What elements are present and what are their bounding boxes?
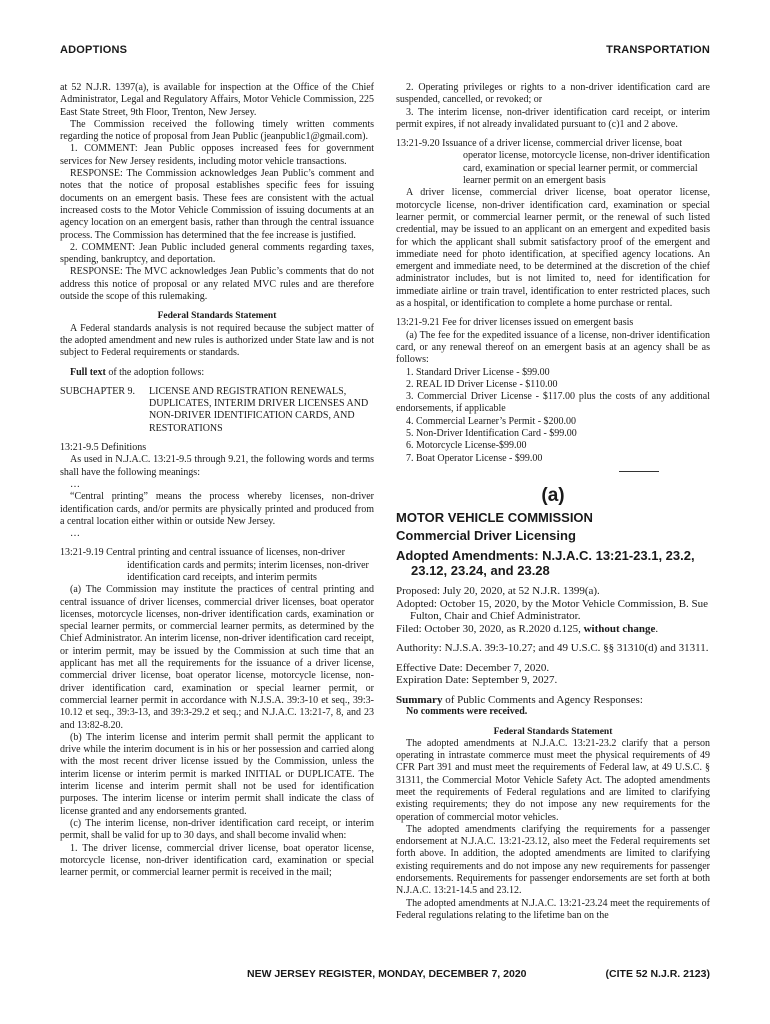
fee-item: 6. Motorcycle License-$99.00 [406, 440, 527, 452]
subchapter-title: LICENSE AND REGISTRATION RENEWALS, DUPLICATES, INTERIM DRIVER LICENSES AND NON-DRIVER IDENTIFICATION CARDS, AND RESTORATIONS [149, 385, 369, 434]
section-9-20-text: A driver license, commercial driver license, boat operator license, motorcycle license, non-driver identification card, examination or special learner permit, or commercial learner permit, or the renewal of such listed credential, may be issued to an applicant on an emergent and expedited basis for which the applicant shall submit satisfactory proof of the emergent and immediate need for photo identification, at specified agency locations. An emergent and immediate need, to be determined at the discretion of the chief administrator includes, but is not limited to, need for identification for immediate airline or train travel, identification to enter restricted places, such as a hospital, or identification to complete a home purchase or rental. [396, 187, 710, 310]
paragraph: at 52 N.J.R. 1397(a), is available for inspection at the Office of the Chief Administrator, Legal and Regulatory Affairs, Motor Vehicle Commission, 225 East State Street, 9th Floor, Trenton, New Jersey. [60, 82, 374, 118]
federal-standards-p2: The adopted amendments clarifying the requirements for a passenger endorsement at N.J.A.C. 13:21-23.12, also meet the Federal requirements set forth above. In addition, the adopted amendments are limited to clarifying existing requirements and do not impose any new requirements for passenger endorsements. Requirements for passenger endorsements are set forth at both N.J.A.C. 13:21-14.5 and 23.12. [396, 823, 710, 897]
response-2: RESPONSE: The MVC acknowledges Jean Public’s comments that do not address this notice of proposal or any related MVC rules and are therefore outside the scope of this rulemaking. [60, 266, 374, 303]
footer-cite: (CITE 52 N.J.R. 2123) [605, 968, 710, 980]
ellipsis: … [70, 478, 80, 490]
left-column [60, 82, 374, 879]
summary-heading [396, 694, 710, 707]
summary-rest: of Public Comments and Agency Responses: [442, 693, 643, 706]
fee-item: 3. Commercial Driver License - $117.00 plus the costs of any additional endorsements, if applicable [396, 391, 710, 415]
ellipsis: … [70, 528, 80, 540]
right-column [396, 82, 710, 922]
effective-date: Effective Date: December 7, 2020. [396, 661, 550, 674]
full-text-bold: Full text [70, 366, 106, 378]
subject-title: Commercial Driver Licensing [396, 528, 576, 544]
subchapter-heading [60, 386, 374, 435]
fee-item: 7. Boat Operator License - $99.00 [406, 452, 543, 464]
adopted-amendments-title: Adopted Amendments: N.J.A.C. 13:21-23.1, 23.2, 23.12, 23.24, and 23.28 [396, 548, 695, 579]
footer-register: NEW JERSEY REGISTER, MONDAY, DECEMBER 7, 2020 [247, 968, 527, 980]
filed-post: . [655, 622, 659, 635]
section-heading-9-20: 13:21-9.20 Issuance of a driver license, commercial driver license, boat operator license, motorcycle license, non-driver identification card, examination or special learner permit, or commercial learner permit on an emergent basis [396, 138, 710, 187]
fee-item: 2. REAL ID Driver License - $110.00 [406, 378, 558, 390]
comment-2: 2. COMMENT: Jean Public included general comments regarding taxes, spending, bankruptcy, and deportation. [60, 241, 374, 266]
authority-line: Authority: N.J.S.A. 39:3-10.27; and 49 U.S.C. §§ 31310(d) and 31311. [396, 642, 709, 655]
filed-line [396, 623, 710, 636]
item-letter: (a) [541, 484, 565, 506]
no-comments: No comments were received. [406, 706, 528, 718]
summary-bold: Summary [396, 693, 443, 706]
subsection-c-3: 3. The interim license, non-driver identification card receipt, or interim permit expires, if not already invalidated pursuant to (c)1 and 2 above. [396, 106, 710, 130]
subsection-a: (a) The Commission may institute the practices of central printing and central issuance of driver licenses, commercial driver licenses, boat operator licenses, motorcycle licenses, non-driver identification cards, examination or special learner permits, or commercial learner permits, as determined by the Chief Administrator. An interim license, non-driver identification card receipt, or interim permit, may be issued by the Commission at such time that an applicant has met all the requirements for the issuance of a driver license, commercial driver license, boat operator license, motorcycle license, non-driver identification card, examination or special learner permit, or commercial learner permit in accordance with N.J.S.A. 39:3-10 et seq., 39:3-10.12 et seq., 39:3-13, and 39:3-29.2 et seq.; and N.J.A.C. 13:21-7, 8, and 23 and 13:82-8.20. [60, 584, 374, 731]
federal-standards-heading: Federal Standards Statement [493, 726, 613, 737]
response-1: RESPONSE: The Commission acknowledges Jean Public’s comment and notes that the notice of proposal establishes specific fees for issuing documents on an emergent basis. These fees are consistent with the actual increased costs to the Motor Vehicle Commission of issuing documents at an agency location on an emergent basis, rather than through the central issuance process. The Commission has determined that the fee increase is justified. [60, 168, 374, 241]
subsection-c: (c) The interim license, non-driver identification card receipt, or interim permit, shall be valid for up to 30 days, and shall become invalid when: [60, 817, 374, 842]
federal-standards-heading: Federal Standards Statement [157, 311, 277, 322]
fee-item: 1. Standard Driver License - $99.00 [406, 366, 550, 378]
comment-1: 1. COMMENT: Jean Public opposes increased fees for government services for New Jersey residents, including motor vehicle transactions. [60, 143, 374, 167]
federal-standards-p3: The adopted amendments at N.J.A.C. 13:21-23.24 meet the requirements of Federal regulations relating to the lifetime ban on the [396, 897, 710, 921]
subsection-b: (b) The interim license and interim permit shall permit the applicant to drive while the interim document is in his or her possession and carried along with the most recent driver license issued by the Commission, unless the interim license or interim permit is marked INITIAL or DUPLICATE. The interim license and interim permit shall not be used for identification purposes. The interim license or interim permit shall indicate the class of license granted and any endorsements granted. [60, 731, 374, 817]
running-header-left: ADOPTIONS [60, 44, 128, 56]
central-printing-definition: “Central printing” means the process whereby licenses, non-driver identification cards, and/or permits are physically printed and produced from a central location either within or outside New Jersey. [60, 491, 374, 527]
section-9-21-a: (a) The fee for the expedited issuance of a license, non-driver identification card, or any renewal thereof on an emergent basis at an agency shall be as follows: [396, 329, 710, 366]
filed-pre: Filed: October 30, 2020, as R.2020 d.125, [396, 622, 584, 635]
subsection-c-1: 1. The driver license, commercial driver license, boat operator license, motorcycle license, non-driver identification card, examination or special learner permit, or commercial learner permit is received in the mail; [60, 842, 374, 879]
full-text-rest: of the adoption follows: [105, 366, 205, 378]
paragraph: The Commission received the following timely written comments regarding the notice of proposal from Jean Public (jeanpublic1@gmail.com). [60, 118, 374, 143]
federal-standards-p1: The adopted amendments at N.J.A.C. 13:21-23.2 clarify that a person operating in intrastate commerce must meet the physical requirements of 49 CFR Part 391 and must meet the requirements of Federal law, at 49 U.S.C. § 31311, the Commercial Motor Vehicle Safety Act. The adopted amendments meet the requirements of Federal regulations and are limited to clarifying existing requirements; they do not impose any new requirements for the operation of commercial motor vehicles. [396, 737, 710, 823]
filed-bold: without change [583, 622, 656, 635]
proposed-line: Proposed: July 20, 2020, at 52 N.J.R. 1399(a). [396, 585, 600, 598]
agency-name: MOTOR VEHICLE COMMISSION [396, 510, 593, 526]
fee-item: 4. Commercial Learner’s Permit - $200.00 [406, 415, 577, 427]
fee-item: 5. Non-Driver Identification Card - $99.00 [406, 428, 577, 440]
expiration-date: Expiration Date: September 9, 2027. [396, 674, 558, 687]
section-heading-9-5: 13:21-9.5 Definitions [60, 442, 147, 454]
running-header-right: TRANSPORTATION [606, 44, 710, 56]
section-divider [619, 471, 659, 472]
definitions-intro: As used in N.J.A.C. 13:21-9.5 through 9.21, the following words and terms shall have the following meanings: [60, 454, 374, 478]
section-heading-9-19: 13:21-9.19 Central printing and central issuance of licenses, non-driver identification cards and permits; interim licenses, non-driver identification card receipts, and interim permits [60, 547, 369, 583]
full-text-intro [60, 367, 374, 379]
adopted-line: Adopted: October 15, 2020, by the Motor Vehicle Commission, B. Sue Fulton, Chair and Chief Administrator. [396, 597, 709, 623]
section-heading-9-21: 13:21-9.21 Fee for driver licenses issued on emergent basis [396, 317, 634, 329]
federal-standards-text: A Federal standards analysis is not required because the subject matter of the adopted amendment and new rules is authorized under State law and is not subject to Federal requirements or standards. [60, 322, 374, 359]
subsection-c-2: 2. Operating privileges or rights to a non-driver identification card are suspended, cancelled, or revoked; or [396, 82, 710, 106]
subchapter-label: SUBCHAPTER 9. [60, 385, 136, 397]
